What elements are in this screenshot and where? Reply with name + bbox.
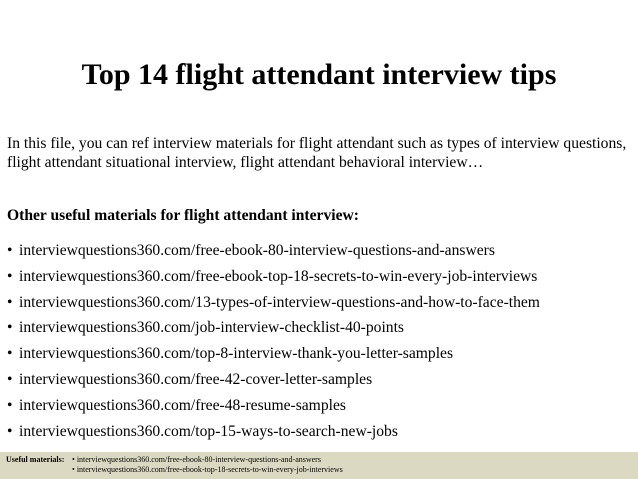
material-link[interactable]: interviewquestions360.com/13-types-of-interview-questions-and-how-to-face-them bbox=[19, 293, 540, 311]
slide-title: Top 14 flight attendant interview tips bbox=[81, 58, 557, 91]
bullet-icon: • bbox=[7, 345, 13, 363]
material-link[interactable]: interviewquestions360.com/free-42-cover-letter-samples bbox=[19, 370, 373, 388]
list-item bbox=[7, 419, 633, 445]
list-item bbox=[7, 315, 633, 341]
material-link[interactable]: interviewquestions360.com/free-48-resume-samples bbox=[19, 396, 346, 414]
bullet-icon: • bbox=[7, 267, 13, 285]
footer-bar bbox=[0, 452, 638, 479]
bullet-icon: • bbox=[7, 293, 13, 311]
footer-link[interactable]: interviewquestions360.com/free-ebook-top-18-secrets-to-win-every-job-interviews bbox=[76, 465, 343, 474]
footer-item bbox=[72, 465, 343, 475]
bullet-icon: • bbox=[7, 370, 13, 388]
bullet-icon: • bbox=[7, 319, 13, 337]
list-item bbox=[7, 238, 633, 264]
section-heading: Other useful materials for flight attendant interview: bbox=[7, 207, 359, 224]
bullet-icon: • bbox=[7, 396, 13, 414]
list-item bbox=[7, 393, 633, 419]
bullet-icon: • bbox=[72, 455, 75, 464]
bullet-icon: • bbox=[72, 465, 75, 474]
material-link[interactable]: interviewquestions360.com/top-8-interview-thank-you-letter-samples bbox=[19, 345, 454, 363]
material-link[interactable]: interviewquestions360.com/top-15-ways-to-search-new-jobs bbox=[19, 422, 398, 440]
footer-item bbox=[72, 455, 343, 465]
list-item bbox=[7, 367, 633, 393]
bullet-icon: • bbox=[7, 422, 13, 440]
material-link[interactable]: interviewquestions360.com/job-interview-checklist-40-points bbox=[19, 319, 404, 337]
footer-label-text: Useful materials bbox=[6, 455, 62, 464]
material-link[interactable]: interviewquestions360.com/free-ebook-top-18-secrets-to-win-every-job-interviews bbox=[19, 267, 538, 285]
list-item bbox=[7, 341, 633, 367]
footer-label bbox=[6, 455, 64, 465]
footer-list bbox=[72, 455, 343, 475]
list-item bbox=[7, 264, 633, 290]
materials-list bbox=[7, 238, 633, 444]
footer-link[interactable]: interviewquestions360.com/free-ebook-80-interview-questions-and-answers bbox=[76, 455, 321, 464]
bullet-icon: • bbox=[7, 242, 13, 259]
material-link[interactable]: interviewquestions360.com/free-ebook-80-interview-questions-and-answers bbox=[19, 242, 495, 259]
footer-label-separator: : bbox=[61, 455, 65, 464]
list-item bbox=[7, 290, 633, 316]
intro-paragraph: In this file, you can ref interview materials for flight attendant such as types of interview questions, flight attendant situational interview, flight attendant behavioral interview… bbox=[7, 135, 627, 171]
